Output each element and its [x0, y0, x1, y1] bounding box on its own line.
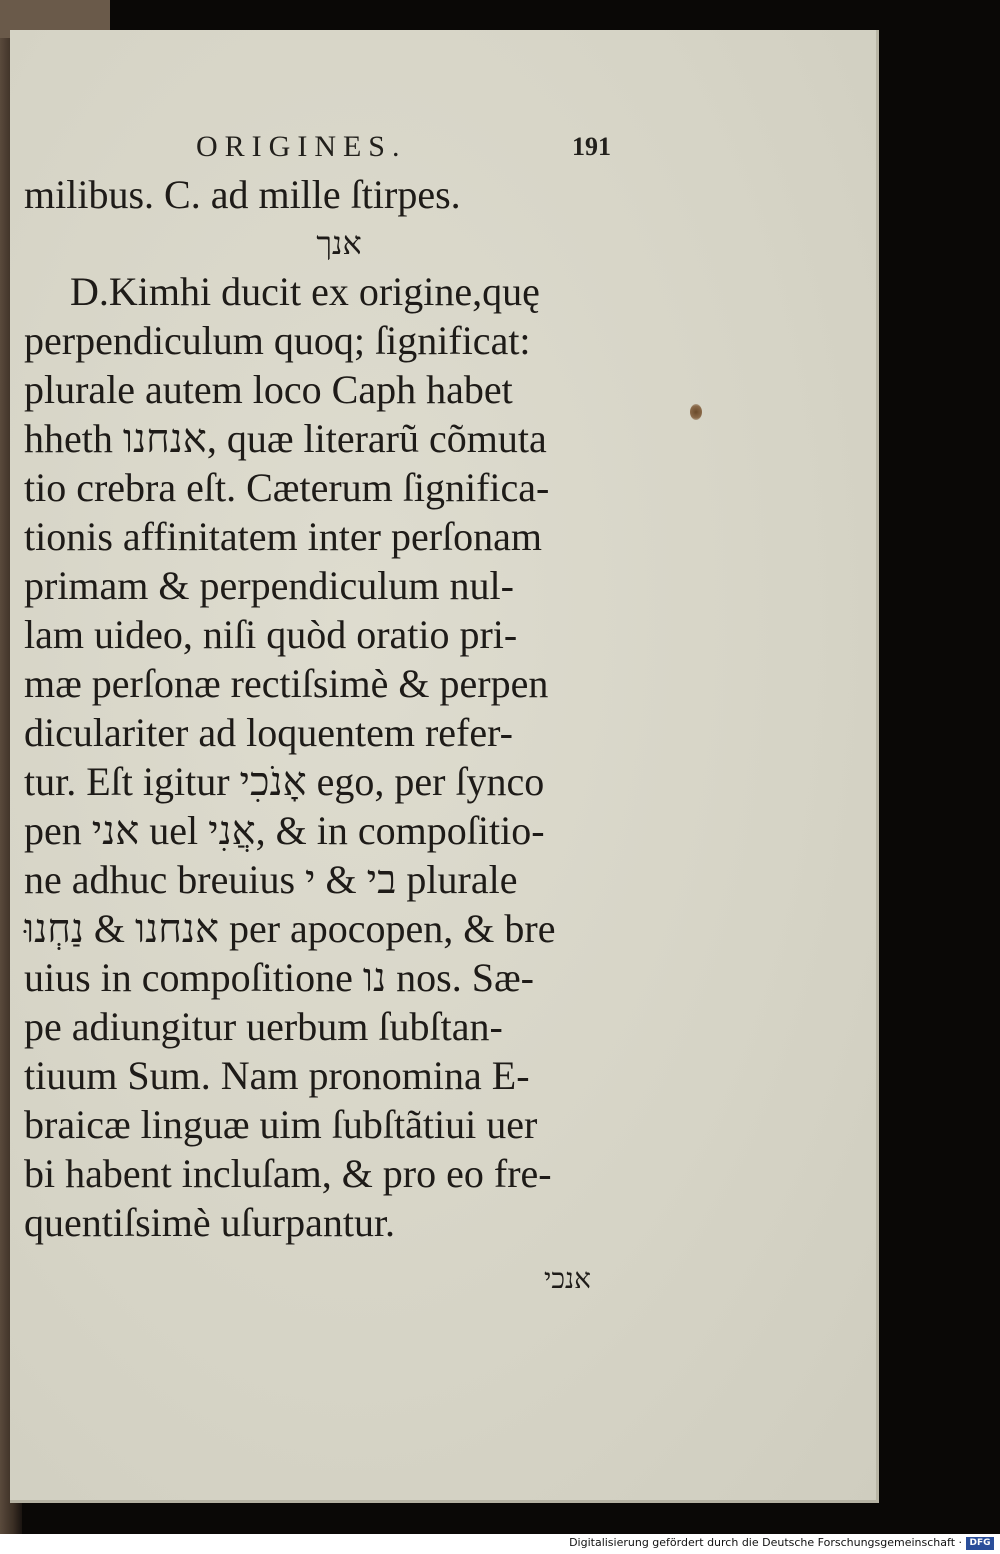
catchword: אנכי	[544, 1262, 591, 1295]
page-number: 191	[572, 132, 611, 161]
entry-heading: אנך	[316, 224, 362, 262]
text-line: pe adiungitur uerbum ſubſtan-	[24, 1004, 503, 1049]
text-line: mæ perſonæ rectiſsimè & perpen	[24, 661, 549, 706]
text-line: lam uideo, niſi quòd oratio pri-	[24, 612, 518, 657]
text-line: bi habent incluſam, & pro eo fre-	[24, 1151, 552, 1196]
page-stain	[690, 404, 702, 420]
footer-credit: Digitalisierung gefördert durch die Deutsche Forschungsgemeinschaft ·	[569, 1536, 962, 1549]
running-head: ORIGINES.	[196, 130, 407, 163]
text-line: milibus. C. ad mille ſtirpes.	[24, 172, 461, 217]
text-line: braicæ linguæ uim ſubſtãtiui uer	[24, 1102, 538, 1147]
text-line: pen אני uel אֲנִי, & in compoſitio-	[24, 808, 545, 853]
text-line: אנחנו & נַחְנוּ per apocopen, & bre	[24, 906, 556, 951]
text-line: perpendiculum quoq; ſignificat:	[24, 318, 531, 363]
text-line: ne adhuc breuius בי & י plurale	[24, 857, 518, 902]
text-line: tur. Eſt igitur אָנֹכִי ego, per ſynco	[24, 759, 545, 804]
text-line: D.Kimhi ducit ex origine,quę	[70, 269, 540, 314]
text-line: plurale autem loco Caph habet	[24, 367, 513, 412]
page-text	[24, 170, 624, 1247]
text-line: hheth אנחנו, quæ literarũ cõmuta	[24, 416, 547, 461]
text-line: tionis affinitatem inter perſonam	[24, 514, 543, 559]
text-line: uius in compoſitione נו nos. Sæ-	[24, 955, 534, 1000]
dfg-logo-icon: DFG	[966, 1537, 994, 1550]
text-line: tio crebra eſt. Cæterum ſignifica-	[24, 465, 550, 510]
text-line: primam & perpendiculum nul-	[24, 563, 514, 608]
text-line: tiuum Sum. Nam pronomina E-	[24, 1053, 530, 1098]
text-line: quentiſsimè uſurpantur.	[24, 1200, 396, 1245]
text-line: diculariter ad loquentem refer-	[24, 710, 513, 755]
